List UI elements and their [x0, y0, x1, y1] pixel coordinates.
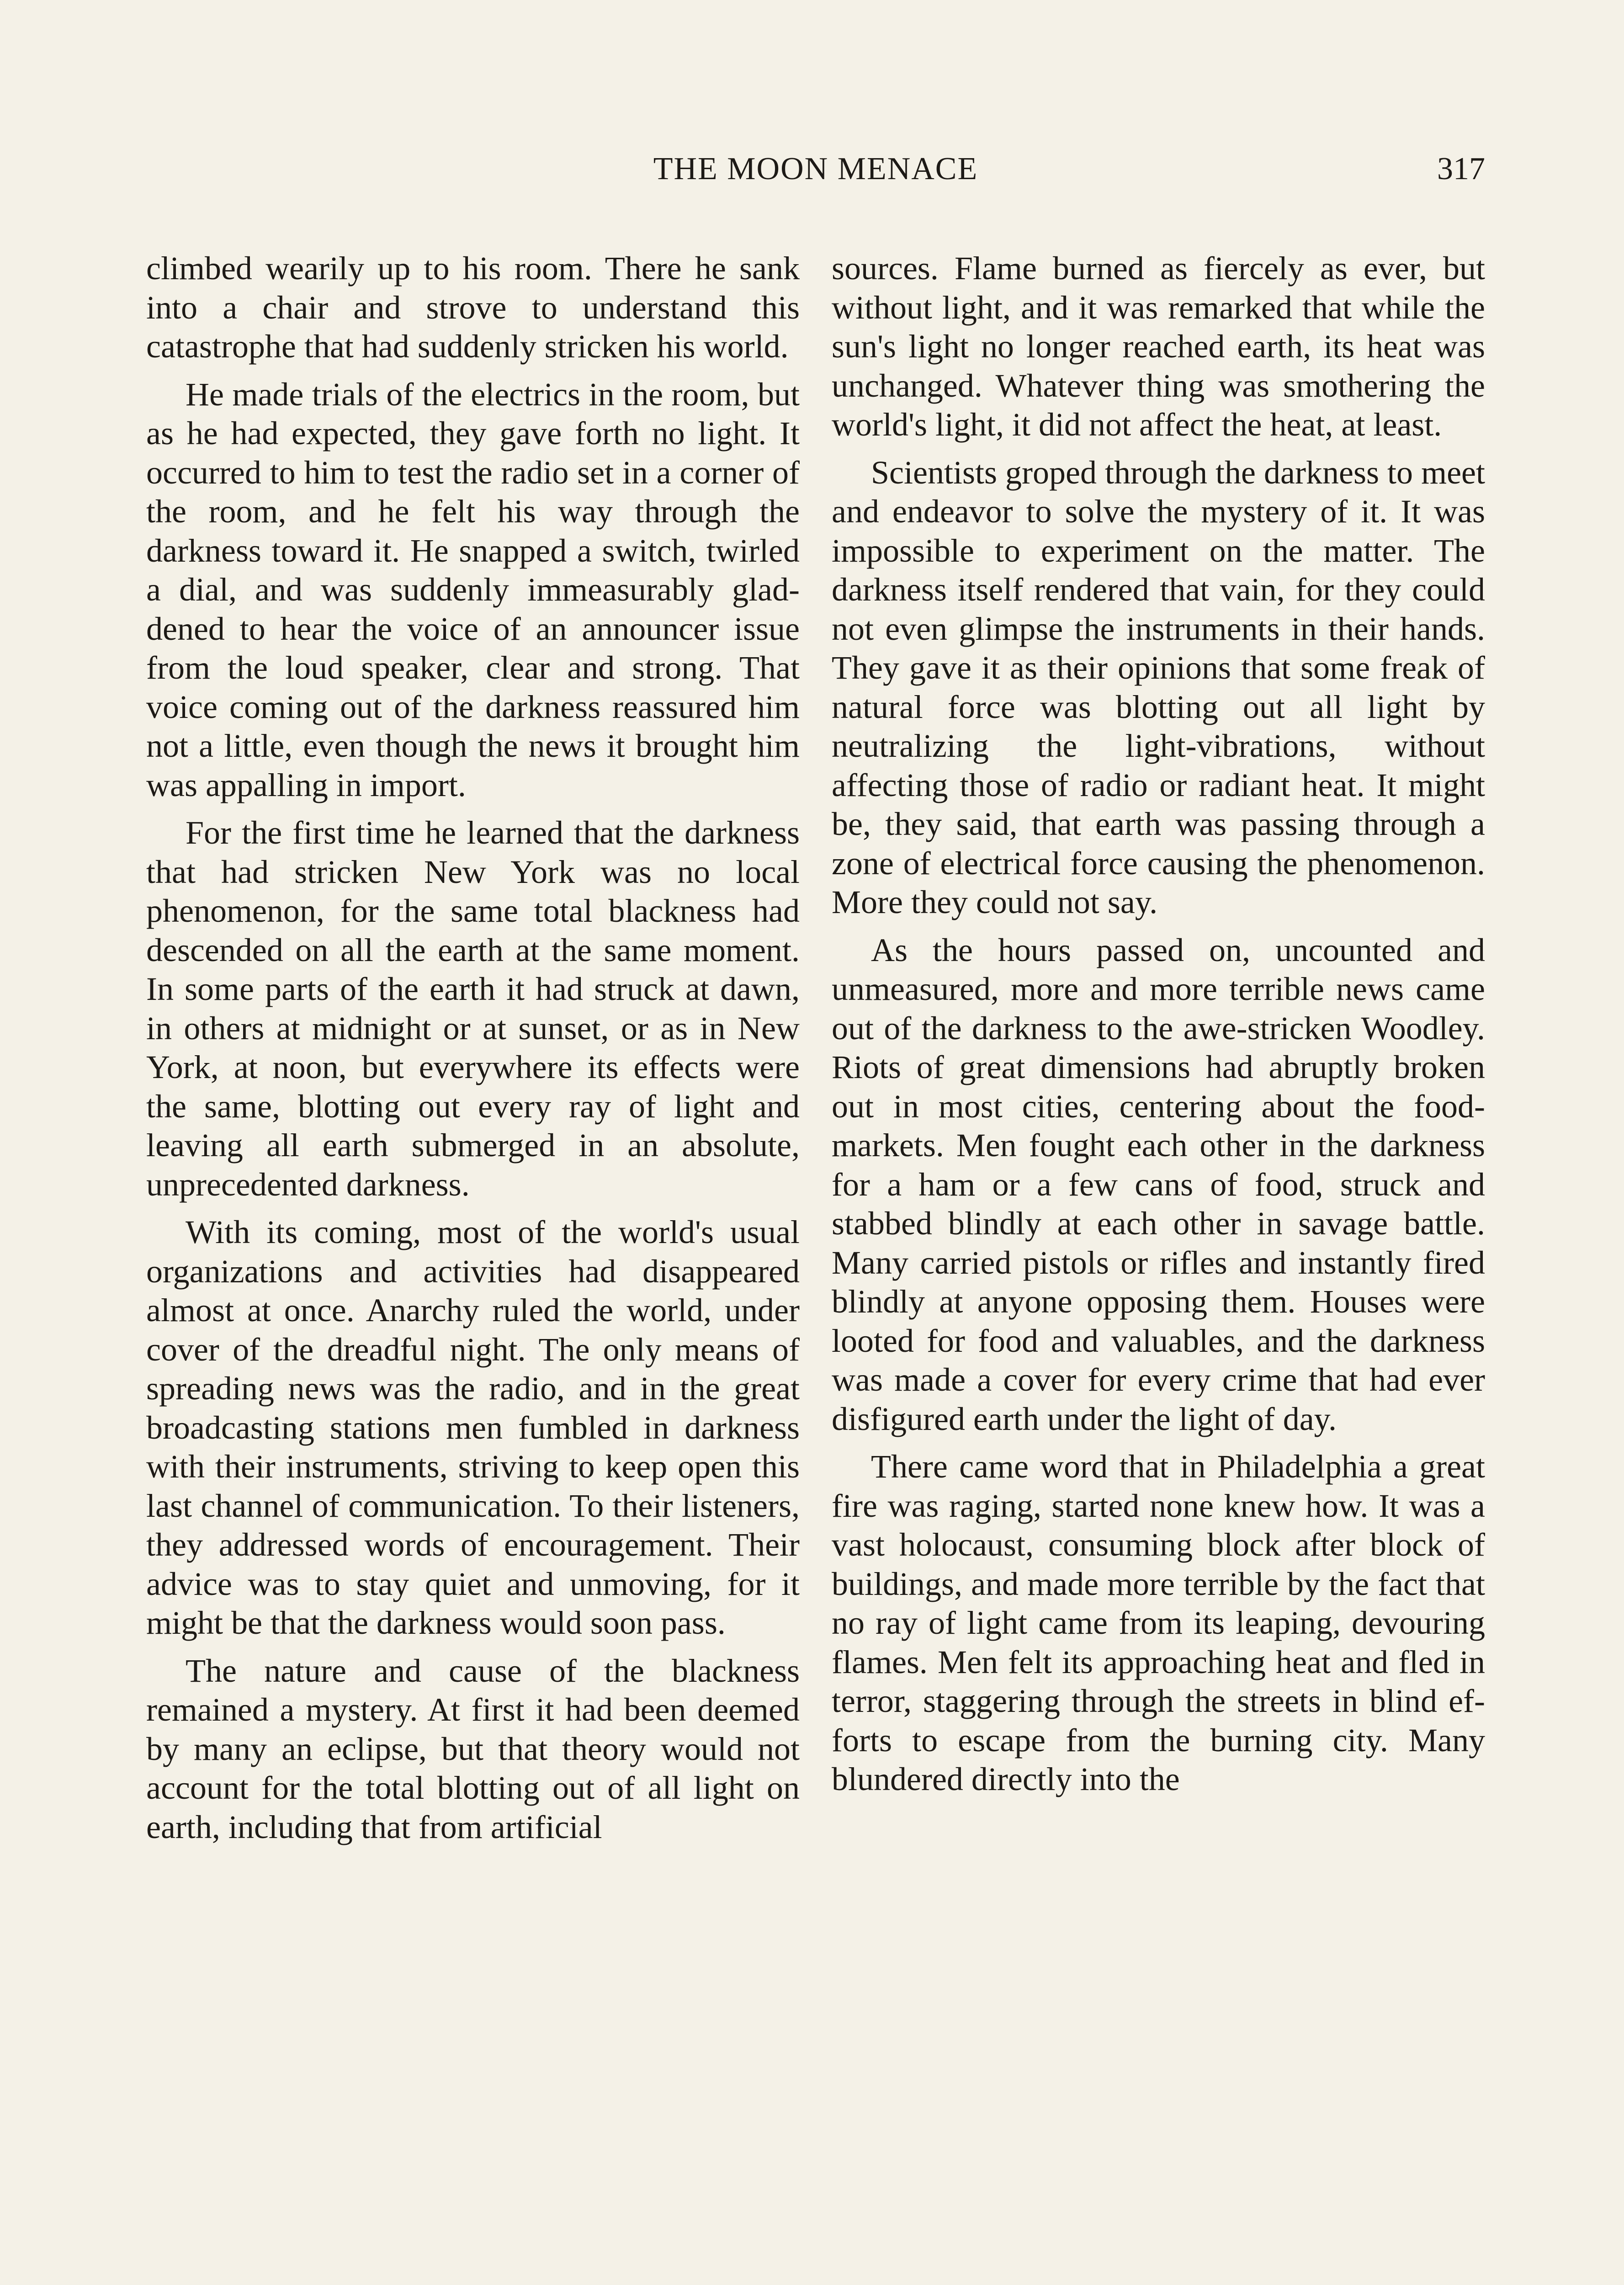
page-number: 317: [1437, 151, 1485, 186]
paragraph: With its coming, most of the world's usual organizations and activities had disappeared almost at once. Anarchy ruled the world, under cover of the dreadful night. The only means of spreading news was the radio, and in the great broadcasting stations men fumbled in darkness with their instruments, striving to keep open this last channel of communication. To their listeners, they addressed words of encouragement. Their advice was to stay quiet and unmoving, for it might be that the darkness would soon pass.: [146, 1214, 800, 1641]
paragraph: Scientists groped through the darkness to meet and endeavor to solve the mystery of it. It was impossible to experiment on the matter. The darkness itself rendered that vain, for they could not even glimpse the instruments in their hands. They gave it as their opinions that some freak of natural force was blotting out all light by neutralizing the light-vibrations, without affecting those of radio or radiant heat. It might be, they said, that earth was passing through a zone of electrical force causing the phenomenon. More they could not say.: [832, 454, 1485, 920]
paragraph: sources. Flame burned as fiercely as ever, but without light, and it was remarked that while the sun's light no longer reached earth, its heat was unchanged. Whatever thing was smothering the world's light, it did not affect the heat, at least.: [832, 250, 1485, 443]
paragraph: climbed wearily up to his room. There he sank into a chair and strove to understand this catastrophe that had suddenly stricken his world.: [146, 250, 800, 365]
left-column: [146, 249, 800, 2285]
paragraph: There came word that in Philadelphia a great fire was raging, started none knew how. It was a vast holocaust, consuming block after block of buildings, and made more terrible by the fact that no ray of light came from its leaping, devouring flames. Men felt its approaching heat and fled in terror, staggering through the streets in blind efforts to escape from the burning city. Many blundered directly into the: [832, 1448, 1485, 1797]
body-columns: [146, 249, 1485, 2285]
paragraph: He made trials of the electrics in the room, but as he had expected, they gave forth no light. It occurred to him to test the radio set in a corner of the room, and he felt his way through the darkness toward it. He snapped a switch, twirled a dial, and was suddenly immeasurably gladdened to hear the voice of an announcer issue from the loud speaker, clear and strong. That voice coming out of the darkness reassured him not a little, even though the news it brought him was appalling in import.: [146, 376, 800, 803]
running-head: [146, 151, 1485, 197]
running-title: THE MOON MENACE: [653, 151, 978, 186]
paragraph: The nature and cause of the blackness remained a mystery. At first it had been deemed by many an eclipse, but that theory would not account for the total blotting out of all light on earth, including that from artificial: [146, 1652, 800, 1845]
right-column: [832, 249, 1485, 2285]
paragraph: For the first time he learned that the darkness that had stricken New York was no local phenomenon, for the same total blackness had descended on all the earth at the same moment. In some parts of the earth it had struck at dawn, in others at midnight or at sunset, or as in New York, at noon, but everywhere its effects were the same, blotting out every ray of light and leaving all earth submerged in an absolute, unprecedented darkness.: [146, 814, 800, 1203]
paragraph: As the hours passed on, uncounted and unmeasured, more and more terrible news came out of the darkness to the awe-stricken Woodley. Riots of great dimensions had abruptly broken out in most cities, centering about the food-markets. Men fought each other in the darkness for a ham or a few cans of food, struck and stabbed blindly at each other in savage battle. Many carried pistols or rifles and instantly fired blindly at anyone opposing them. Houses were looted for food and valuables, and the darkness was made a cover for every crime that had ever disfigured earth under the light of day.: [832, 931, 1485, 1437]
